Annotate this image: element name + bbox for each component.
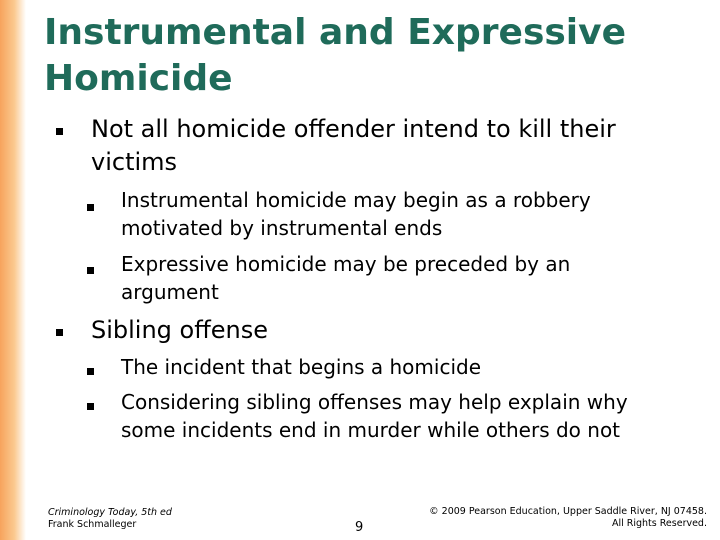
bullet-1-text [91, 113, 671, 179]
bullet-1-line-1: Not all homicide offender intend to kill their [91, 115, 616, 143]
sub-1-2-line-2: argument [121, 280, 219, 304]
bullet-2-text [91, 314, 671, 347]
copyright-line-1: © 2009 Pearson Education, Upper Saddle River, NJ 07458. [429, 506, 707, 517]
bullet-square-icon [56, 128, 63, 135]
sub-1-1-line-2: motivated by instrumental ends [121, 216, 443, 240]
sub-2-2-line-1: Considering sibling offenses may help explain why [121, 390, 628, 414]
bullet-1-sub-2 [121, 250, 681, 306]
bullet-2-line-1: Sibling offense [91, 316, 269, 344]
sub-2-2-line-2: some incidents end in murder while others do not [121, 418, 621, 442]
title-line-2: Homicide [44, 58, 233, 99]
page-number: 9 [355, 520, 364, 535]
footer-author: Frank Schmalleger [48, 519, 137, 530]
bullet-2-sub-2 [121, 388, 681, 444]
bullet-1-line-2: victims [91, 148, 178, 176]
sub-bullet-square-icon [87, 368, 94, 375]
sub-2-1-line-1: The incident that begins a homicide [121, 355, 482, 379]
bullet-square-icon [56, 329, 63, 336]
sub-bullet-square-icon [87, 403, 94, 410]
title-line-1: Instrumental and Expressive [44, 12, 627, 53]
slide-title [44, 10, 684, 102]
footer-copyright [407, 506, 707, 530]
sub-bullet-square-icon [87, 204, 94, 211]
bullet-1-sub-1 [121, 186, 681, 242]
sub-1-2-line-1: Expressive homicide may be preceded by an [121, 252, 571, 276]
sub-1-1-line-1: Instrumental homicide may begin as a robbery [121, 188, 591, 212]
bullet-2-sub-1 [121, 353, 681, 381]
sub-bullet-square-icon [87, 267, 94, 274]
footer-book-title: Criminology Today, 5th ed [48, 507, 172, 518]
left-accent-bar [0, 0, 26, 540]
copyright-line-2: All Rights Reserved. [611, 518, 707, 529]
footer-book-info [48, 507, 172, 531]
